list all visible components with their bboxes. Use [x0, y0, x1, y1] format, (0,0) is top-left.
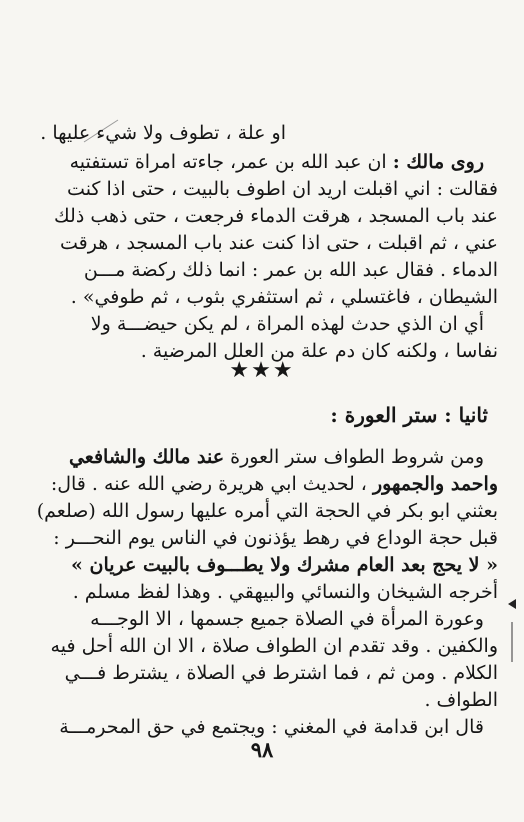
text-line: قبل حجة الوداع في رهط يؤذنون في الناس يوم النحـــر :	[53, 527, 498, 549]
text-line	[69, 442, 484, 472]
text-span: ومن شروط الطواف ستر العورة	[230, 446, 484, 468]
text-line	[70, 147, 484, 177]
text-line: الشيطان ، فاغتسلي ، ثم استثفري بثوب ، ثم طوفي» .	[70, 286, 498, 308]
text-line: أخرجه الشيخان والنسائي والبيهقي . وهذا لفظ مسلم .	[72, 581, 498, 603]
text-line: نفاسا ، ولكنه كان دم علة من العلل المرضية .	[140, 340, 498, 362]
bold-span: عند مالك والشافعي	[68, 446, 225, 468]
text-line: الطواف .	[424, 689, 498, 711]
text-line	[51, 469, 498, 499]
text-line: الدماء . فقال عبد الله بن عمر : انما ذلك ركضة مـــن	[83, 259, 498, 281]
text-span: ان عبد الله بن عمر، جاءته امراة تستفتيه	[69, 151, 387, 173]
text-span: ، لحديث ابي هريرة رضي الله عنه . قال:	[50, 473, 367, 495]
section-heading: ثانيا : ستر العورة :	[330, 403, 488, 427]
margin-arrow-mark	[508, 598, 518, 610]
text-line: قال ابن قدامة في المغني : ويجتمع في حق المحرمـــة	[59, 716, 484, 738]
page-number: ٩٨	[250, 737, 274, 762]
bold-span: واحمد والجمهور	[372, 473, 498, 495]
margin-line-mark	[509, 622, 515, 664]
bold-lead: روى مالك :	[392, 151, 484, 173]
text-line: الكلام . ومن ثم ، فما اشترط في الصلاة ، يشترط فـــي	[64, 662, 498, 684]
text-line: عني ، ثم اقبلت ، حتى اذا كنت عند باب المسجد ، هرقت	[59, 232, 498, 254]
text-line: أي ان الذي حدث لهذه المراة ، لم يكن حيضـــة ولا	[90, 313, 484, 335]
text-line: عند باب المسجد ، هرقت الدماء فرجعت ، حتى ذهب ذلك	[54, 205, 498, 227]
text-line: فقالت : اني اقبلت اريد ان اطوف بالبيت ، حتى اذا كنت	[67, 178, 498, 200]
text-line: بعثني ابو بكر في الحجة التي أمره عليها رسول الله (صلعم)	[36, 500, 498, 522]
section-separator: ★★★	[229, 358, 295, 383]
text-line: وعورة المرأة في الصلاة جميع جسمها ، الا الوجـــه	[90, 608, 484, 630]
hadith-quote: « لا يحج بعد العام مشرك ولا يطـــوف بالبيت عريان »	[71, 554, 498, 576]
text-line: والكفين . وقد تقدم ان الطواف صلاة ، الا ان الله أحل فيه	[50, 635, 498, 657]
text-line: او علة ، تطوف ولا شيء عليها .	[40, 122, 286, 144]
